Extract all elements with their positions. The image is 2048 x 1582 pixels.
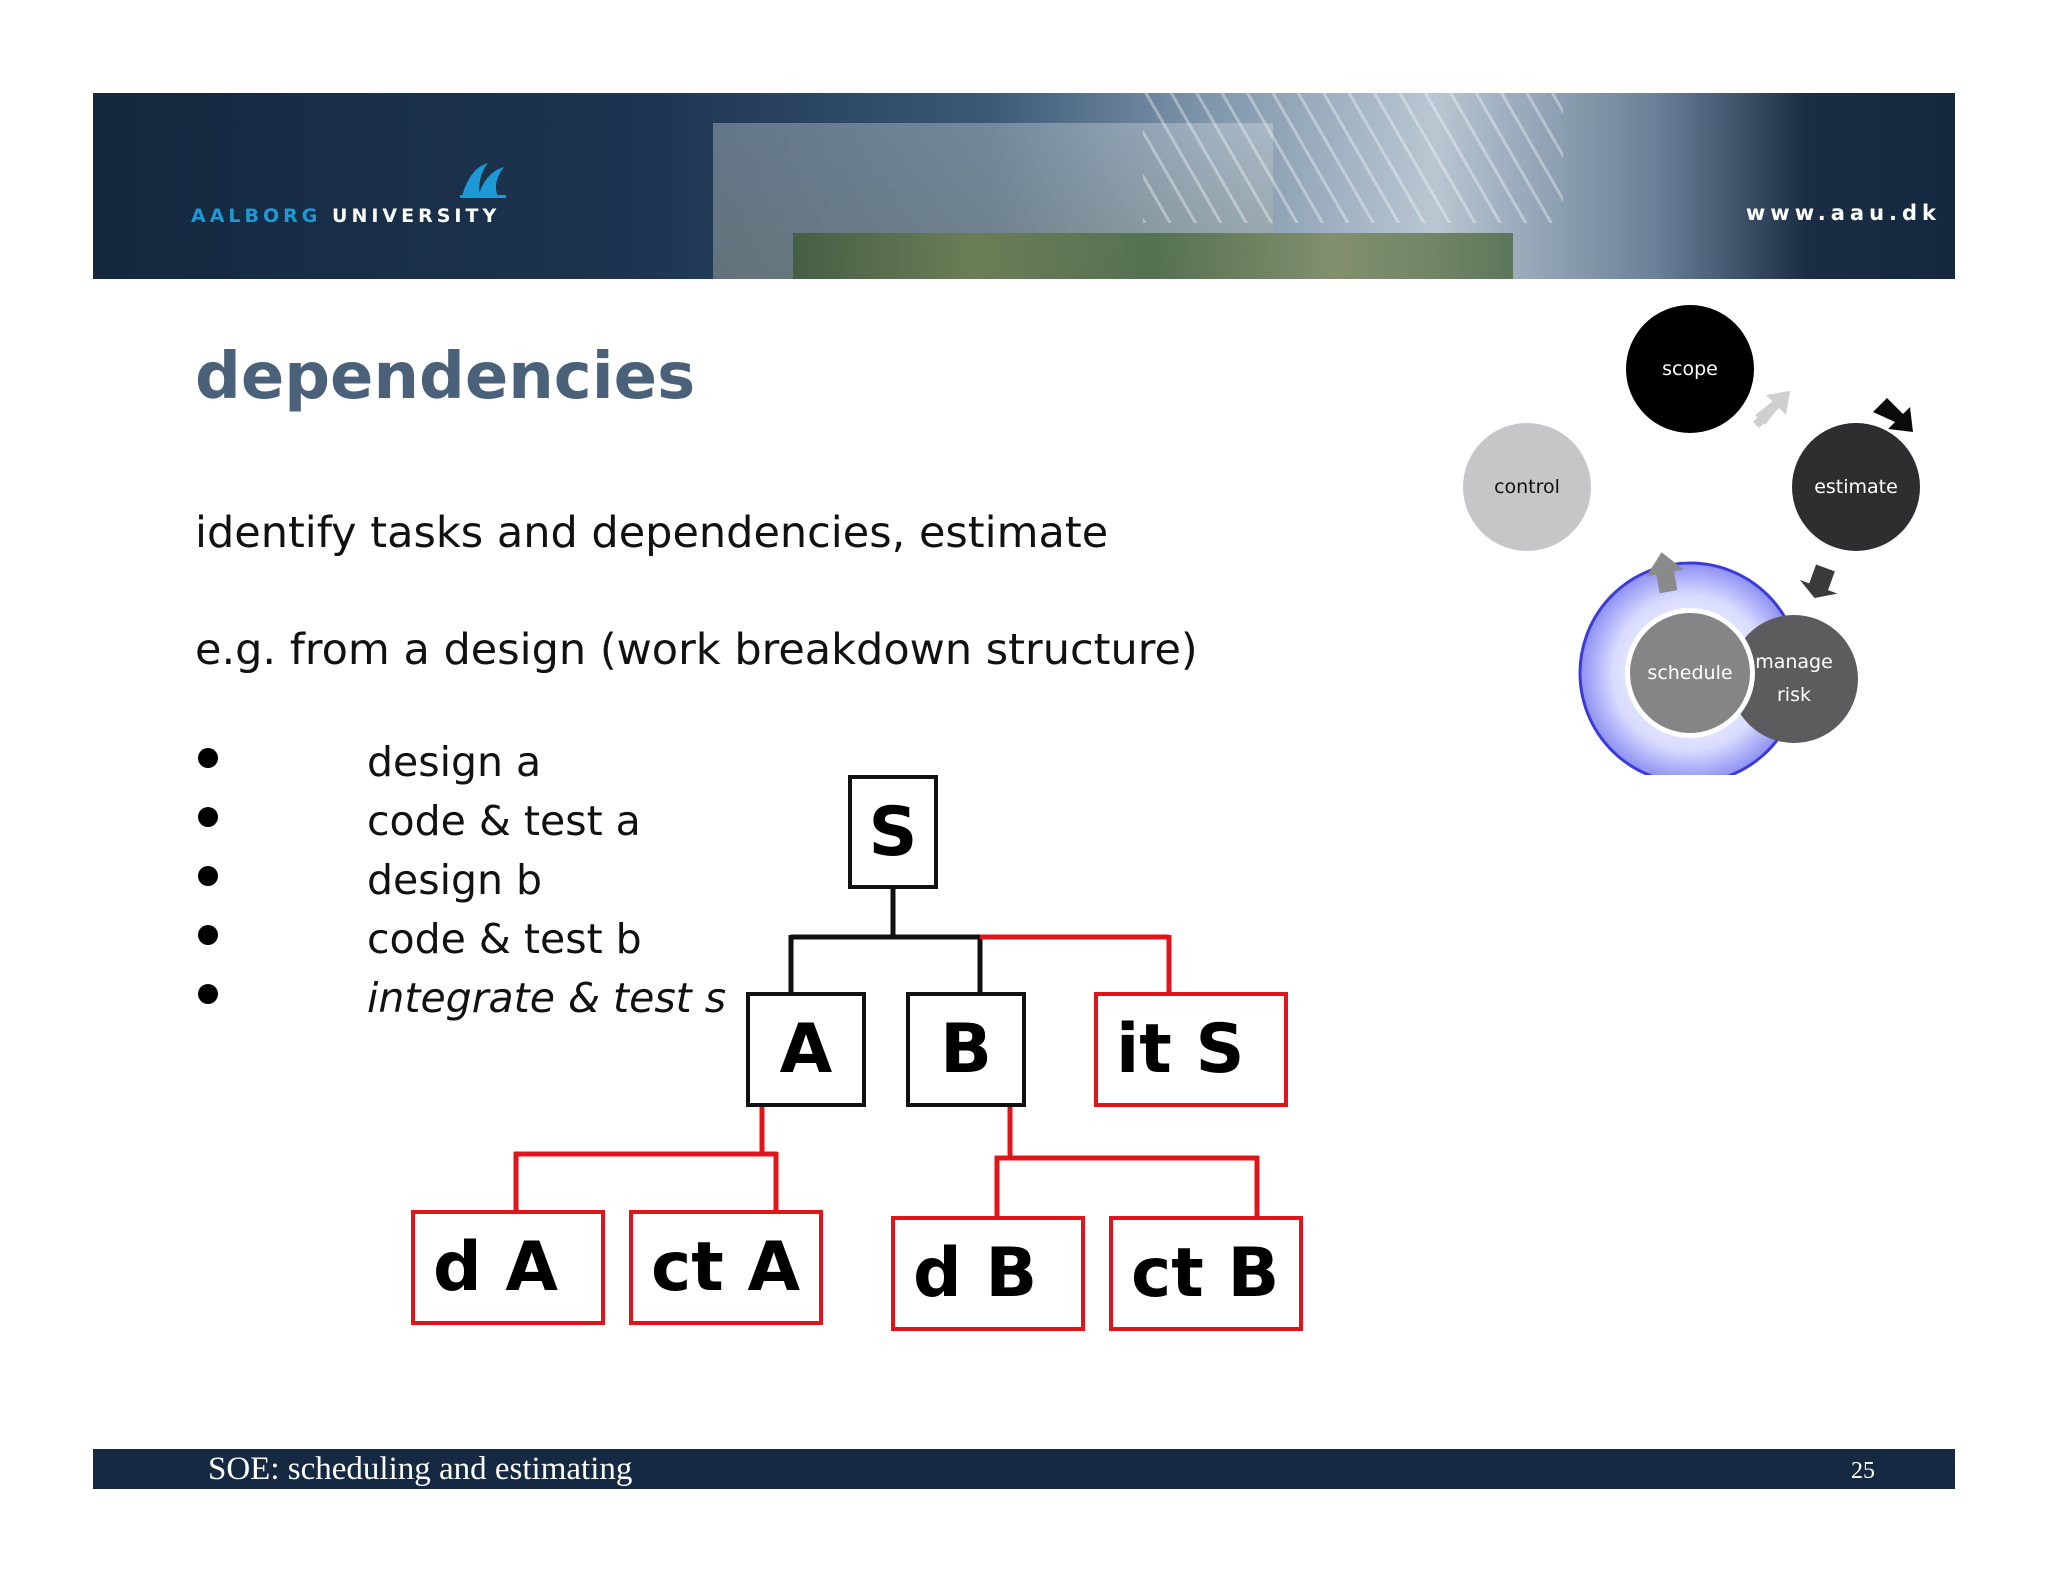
wbs-node-label: ct A bbox=[651, 1228, 801, 1307]
wbs-node-root bbox=[848, 775, 938, 889]
wbs-node-db bbox=[891, 1216, 1085, 1331]
wbs-node-label: ct B bbox=[1131, 1234, 1280, 1313]
cycle-label-schedule: schedule bbox=[1647, 661, 1733, 684]
cycle-label-scope: scope bbox=[1662, 357, 1718, 380]
wbs-node-cta bbox=[629, 1210, 823, 1325]
cycle-step-scope bbox=[1626, 305, 1754, 433]
page-number: 25 bbox=[1851, 1458, 1875, 1484]
slide-title: dependencies bbox=[195, 340, 696, 414]
intro-line: identify tasks and dependencies, estimate bbox=[195, 508, 1109, 558]
cycle-label-manage: manage bbox=[1755, 651, 1833, 673]
website-link[interactable]: www.aau.dk bbox=[1745, 201, 1941, 225]
wbs-node-it-s bbox=[1094, 992, 1288, 1107]
wbs-node-ctb bbox=[1109, 1216, 1303, 1331]
wbs-node-a bbox=[746, 992, 866, 1107]
cycle-step-control bbox=[1463, 423, 1591, 551]
footer-title: SOE: scheduling and estimating bbox=[208, 1451, 633, 1487]
bullet-item: code & test b bbox=[367, 915, 642, 963]
wbs-node-label: S bbox=[868, 792, 918, 872]
cycle-label-control: control bbox=[1494, 475, 1560, 498]
bullet-item: design a bbox=[367, 738, 542, 786]
cycle-label-estimate: estimate bbox=[1814, 475, 1898, 498]
wbs-node-b bbox=[906, 992, 1026, 1107]
example-line: e.g. from a design (work breakdown structure) bbox=[195, 625, 1198, 675]
cycle-label-risk: risk bbox=[1777, 684, 1811, 706]
wbs-node-label: A bbox=[779, 1010, 833, 1089]
wbs-node-label: it S bbox=[1116, 1010, 1245, 1089]
wbs-node-da bbox=[411, 1210, 605, 1325]
cycle-step-schedule bbox=[1625, 608, 1755, 738]
wbs-node-label: d A bbox=[433, 1228, 558, 1307]
footer-bar bbox=[93, 1449, 1955, 1489]
bullet-item: design b bbox=[367, 856, 543, 904]
arrow-icon bbox=[1753, 391, 1790, 428]
brand-part-1: AALBORG bbox=[191, 205, 322, 227]
wbs-node-label: B bbox=[940, 1010, 992, 1089]
wbs-node-label: d B bbox=[913, 1234, 1038, 1313]
cycle-step-estimate bbox=[1792, 423, 1920, 551]
project-cycle-diagram bbox=[1460, 295, 1930, 775]
bullet-item: integrate & test s bbox=[367, 974, 727, 1022]
arrow-icon bbox=[1796, 561, 1845, 605]
bullet-item: code & test a bbox=[367, 797, 641, 845]
brand-part-2: UNIVERSITY bbox=[332, 205, 501, 227]
